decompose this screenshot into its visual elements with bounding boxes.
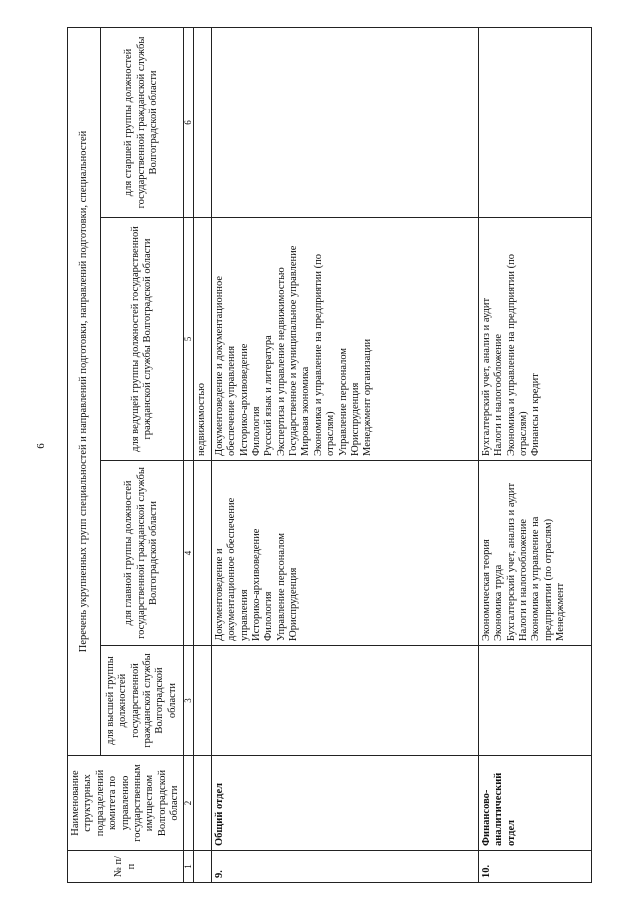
highest-list	[478, 646, 591, 756]
specialty-item: Документоведение и документационное обеспечение управления	[213, 275, 238, 456]
specialty-item: Филология	[263, 591, 275, 641]
header-main: для главной группы должностей государственной гражданской службы Волгоградской области	[100, 461, 184, 646]
specialty-item: Мировая экономика	[300, 366, 312, 456]
specialty-item: Историко-архивоведение	[238, 343, 250, 456]
table-row	[478, 27, 591, 882]
specialty-item: Экономика и управление на предприятии (по отраслям)	[530, 516, 554, 641]
specialty-item: Менеджмент	[555, 582, 566, 641]
cell-empty	[194, 27, 211, 217]
cell-empty	[194, 851, 211, 883]
header-group-title: Перечень укрупненных групп специальностей и направлений подготовки, направлений подготовки, специальностей	[68, 27, 101, 755]
leading-list	[211, 218, 478, 461]
header-leading: для ведущей группы должностей государственной гражданской службы Волгоградской области	[100, 218, 184, 461]
header-highest: для высшей группы должностей государственной гражданской службы Волгоградской области	[100, 646, 184, 756]
specialty-item: Государственное и муниципальное управление	[288, 245, 299, 456]
specialty-item: Управление персоналом	[275, 532, 287, 641]
header-row-1	[68, 27, 101, 882]
header-num: № п/п	[68, 851, 184, 883]
highest-list	[211, 646, 478, 756]
specialty-item: Экономика и управление на предприятии (по отраслям)	[312, 254, 337, 456]
senior-list	[478, 27, 591, 217]
cell-empty	[194, 461, 211, 646]
row-number: 9.	[211, 851, 478, 883]
specialty-item: Экономическая теория	[480, 539, 492, 641]
continuation-row	[194, 27, 211, 882]
specialty-item: Экспертиза и управление недвижимостью	[275, 267, 287, 456]
table-row	[211, 27, 478, 882]
cell-empty	[194, 756, 211, 851]
specialty-item: Историко-архивоведение	[250, 528, 262, 641]
specialty-item: Налоги и налогообложение	[517, 518, 529, 641]
specialty-item: Финансы и кредит	[530, 373, 542, 456]
specialty-item: Бухгалтерский учет, анализ и аудит	[480, 297, 492, 456]
specialties-table	[67, 27, 592, 883]
header-row-2	[100, 27, 184, 882]
specialty-item: Менеджмент организации	[362, 338, 374, 456]
row-number: 10.	[478, 851, 591, 883]
column-number: 1	[184, 851, 194, 883]
main-list	[211, 461, 478, 646]
continuation-leading: недвижимостью	[194, 218, 211, 461]
specialty-item: Документоведение и документационное обеспечение управления	[213, 497, 250, 641]
column-number-row	[184, 27, 194, 882]
specialty-item: Экономика и управление на предприятии (по отраслям)	[505, 254, 529, 456]
specialty-item: Филология	[250, 406, 262, 456]
header-senior: для старшей группы должностей государственной гражданской службы Волгоградской области	[100, 27, 184, 217]
page-number: 6	[34, 443, 47, 449]
unit-name: Общий отдел	[211, 756, 478, 851]
specialty-item: Русский язык и литература	[263, 335, 275, 456]
main-list	[478, 461, 591, 646]
column-number: 4	[184, 461, 194, 646]
specialty-item: Юриспруденция	[349, 382, 361, 456]
specialty-item: Бухгалтерский учет, анализ и аудит	[505, 482, 517, 641]
column-number: 6	[184, 27, 194, 217]
specialty-item: Экономика труда	[493, 564, 505, 641]
unit-name: Финансово-аналитический отдел	[478, 756, 591, 851]
specialty-item: Управление персоналом	[337, 347, 349, 456]
rotated-page	[67, 28, 607, 883]
senior-list	[211, 27, 478, 217]
cell-empty	[194, 646, 211, 756]
column-number: 5	[184, 218, 194, 461]
column-number: 3	[184, 646, 194, 756]
leading-list	[478, 218, 591, 461]
specialty-item: Юриспруденция	[288, 567, 299, 641]
header-unit: Наименование структурных подразделений комитета по управлению государственным имуществом Волгоградской области	[68, 756, 184, 851]
column-number: 2	[184, 756, 194, 851]
specialty-item: Налоги и налогообложение	[493, 333, 505, 456]
